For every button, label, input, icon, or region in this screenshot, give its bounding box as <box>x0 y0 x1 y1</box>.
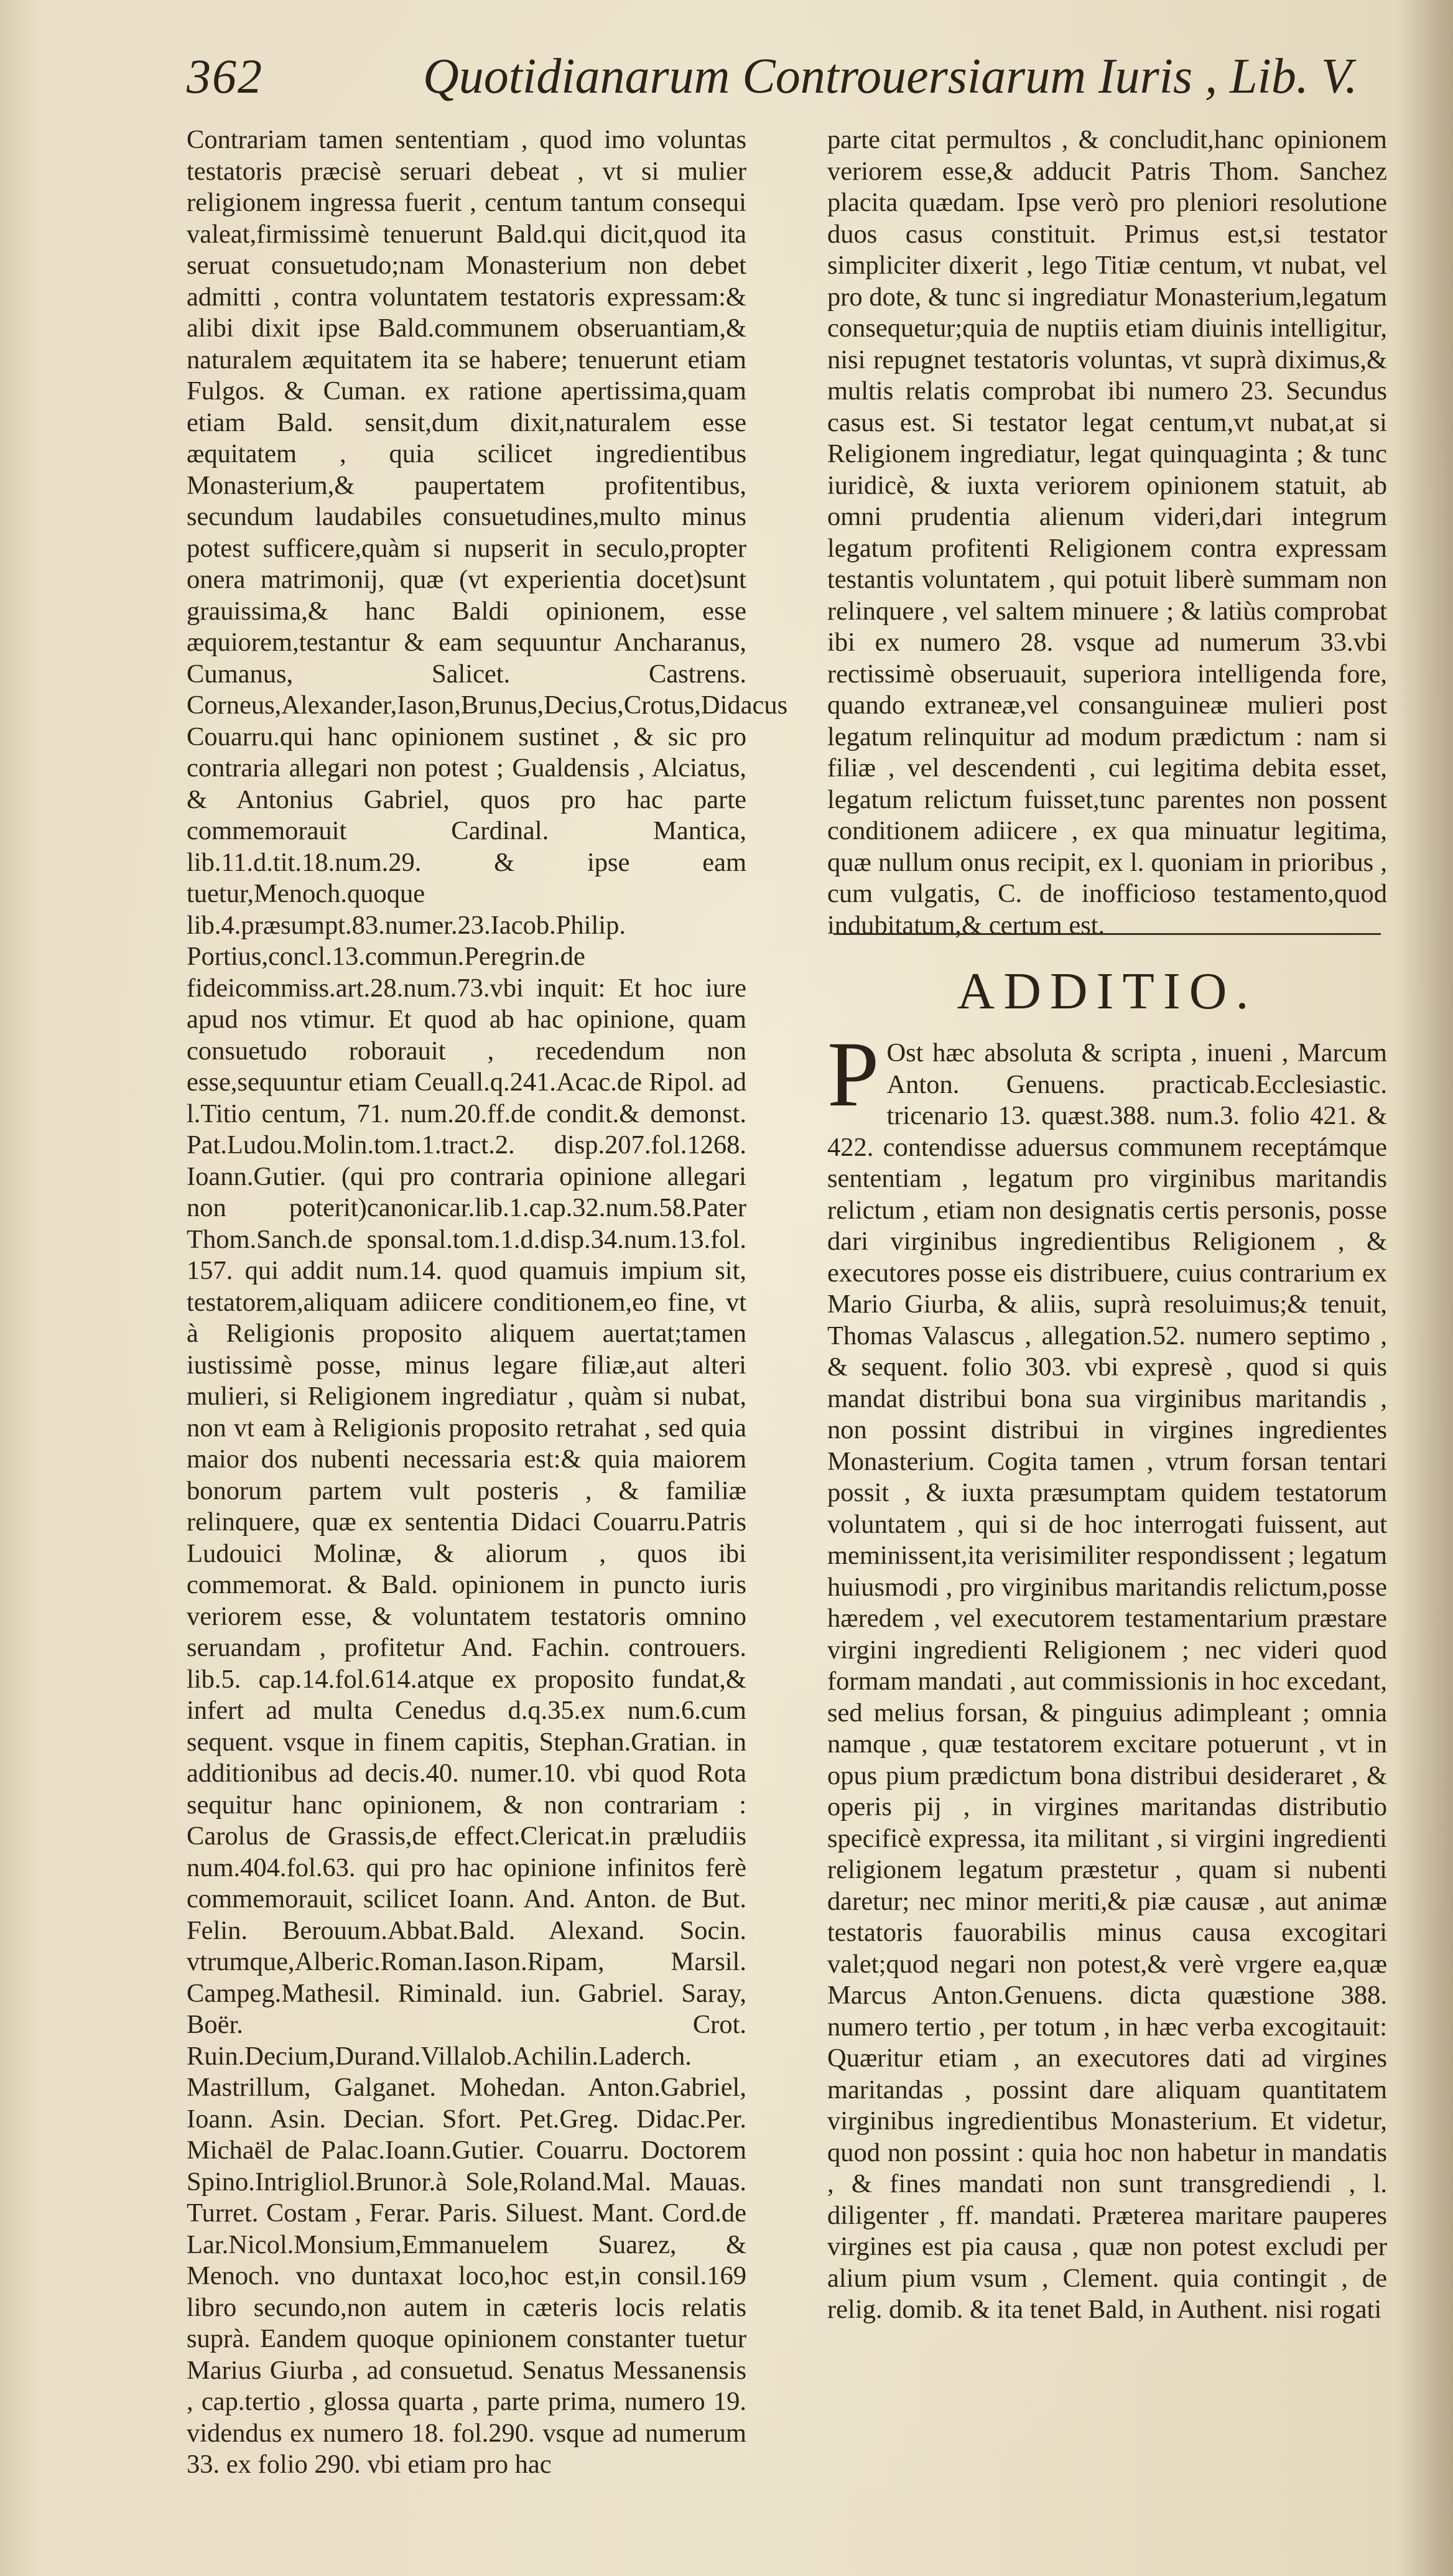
right-column-text: parte citat permultos , & concludit,hanc opinionem veriorem esse,& adducit Patris Thom. Sanchez placita quædam. Ipse verò pro pleniori resolutione duos casus constituit. Primus est,si testator simpliciter dixerit , lego Titiæ centum, vt nubat, vel pro dote, & tunc si ingrediatur Monasterium,legatum consequetur;quia de nuptiis etiam diuinis intelligitur, nisi repugnet testatoris voluntas, vt suprà diximus,& multis relatis comprobat ibi numero 23. Secundus casus est. Si testator legat centum,vt nubat,at si Religionem ingrediatur, legat quinquaginta ; & tunc iuridicè, & iuxta veriorem opinionem statuit, ab omni prudentia alienum videri,dari integrum legatum profitenti Religionem contra expressam testantis voluntatem , qui potuit liberè summam non relinquere , vel saltem minuere ; & latiùs comprobat ibi ex numero 28. vsque ad numerum 33.vbi rectissimè obseruauit, superiora intelligenda fore, quando extraneæ,vel consanguineæ mulieri post legatum relinquitur ad modum prædictum : nam si filiæ , vel descendenti , cui legitima debita esset, legatum relictum fuisset,tunc parentes non possent conditionem adiicere , ex qua minuatur legitima, quæ nullum onus recipit, ex l. quoniam in prioribus , cum vulgatis, C. de inofficioso testamento,quod indubitatum,& certum est. <box>827 125 1387 940</box>
section-divider <box>833 933 1381 935</box>
page-number: 362 <box>187 49 263 103</box>
addition-body-text: Ost hæc absoluta & scripta , inueni , Marcum Anton. Genuens. practicab.Ecclesiastic. tricenario 13. quæst.388. num.3. folio 421. & 422. contendisse aduersus communem receptámque sententiam , legatum pro virginibus maritandis relictum , etiam non designatis certis personis, posse dari virginibus ingredientibus Religionem , & executores posse eis distribuere, cuius contrarium ex Mario Giurba, & aliis, suprà resoluimus;& tenuit, Thomas Valascus , allegation.52. numero septimo , & sequent. folio 303. vbi expresè , quod si quis mandat distribui bona sua virginibus maritandis , non possint distribui in virgines ingredientes Monasterium. Cogita tamen , vtrum forsan tentari possit , & iuxta præsumptam quidem testatorum voluntatem , qui si de hoc interrogati fuissent, aut meminissent,ita verisimiliter respondissent ; legatum huiusmodi , pro virginibus maritandis relictum,posse hæredem , vel executorem testamentarium præstare virgini ingredienti Religionem ; nec videri quod formam mandati , aut commissionis in hoc excedant, sed melius forsan, & pinguius adimpleant ; omnia namque , quæ testatorem excitare potuerunt , vt in opus pium prædictum bona distribui desideraret , & operis pij , in virgines maritandas distributio specificè expressa, ita militant , si virgini ingredienti religionem legatum præstetur , quam si nubenti daretur; nec minor meriti,& piæ causæ , aut animæ testatoris fauorabilis minus causa excogitari valet;quod negari non potest,& verè vrgere ea,quæ Marcus Anton.Genuens. dicta quæstione 388. numero tertio , per totum , in hæc verba excogitauit: Quæritur etiam , an executores dati ad virgines maritandas , possint dare aliquam quantitatem virginibus ingredientibus Monasterium. Et videtur, quod non possint : quia hoc non habetur in mandatis , & fines mandati non sunt transgrediendi , l. diligenter , ff. mandati. Præterea maritare pauperes virgines est pia causa , quæ non potest excludi per alium pium vsum , Clement. quia contingit , de relig. domib. & ita tenet Bald, in Authent. nisi rogati <box>827 1038 1387 2324</box>
drop-cap: P <box>827 1023 880 1126</box>
addition-heading: ADDITIO. <box>957 962 1258 1020</box>
left-column-text: Contrariam tamen sententiam , quod imo voluntas testatoris præcisè seruari debeat , vt si mulier religionem ingressa fuerit , centum tantum consequi valeat,firmissimè tenuerunt Bald.qui dicit,quod ita seruat consuetudo;nam Monasterium non debet admitti , contra voluntatem testatoris expressam:& alibi dixit ipse Bald.communem obseruantiam,& naturalem æquitatem ita se habere; tenuerunt etiam Fulgos. & Cuman. ex ratione apertissima,quam etiam Bald. sensit,dum dixit,naturalem esse æquitatem , quia scilicet ingredientibus Monasterium,& paupertatem profitentibus, secundum laudabiles consuetudines,multo minus potest sufficere,quàm si nupserit in seculo,propter onera matrimonij, quæ (vt experientia docet)sunt grauissima,& hanc Baldi opinionem, esse æquiorem,testantur & eam sequuntur Ancharanus, Cumanus, Salicet. Castrens. Corneus,Alexander,Iason,Brunus,Decius,Crotus,Didacus Couarru.qui hanc opinionem sustinet , & sic pro contraria allegari non potest ; Gualdensis , Alciatus, & Antonius Gabriel, quos pro hac parte commemorauit Cardinal. Mantica, lib.11.d.tit.18.num.29. & ipse eam tuetur,Menoch.quoque lib.4.præsumpt.83.numer.23.Iacob.Philip. Portius,concl.13.commun.Peregrin.de fideicommiss.art.28.num.73.vbi inquit: Et hoc iure apud nos vtimur. Et quod ab hac opinione, quam consuetudo roborauit , recedendum non esse,sequuntur etiam Ceuall.q.241.Acac.de Ripol. ad l.Titio centum, 71. num.20.ff.de condit.& demonst. Pat.Ludou.Molin.tom.1.tract.2. disp.207.fol.1268. Ioann.Gutier. (qui pro contraria opinione allegari non poterit)canonicar.lib.1.cap.32.num.58.Pater Thom.Sanch.de sponsal.tom.1.d.disp.34.num.13.fol. 157. qui addit num.14. quod quamuis impium sit, testatorem,aliquam adiicere conditionem,eo fine, vt à Religionis proposito aliquem auertat;tamen iustissimè posse, minus legare filiæ,aut alteri mulieri, si Religionem ingrediatur , quàm si nubat, non vt eam à Religionis proposito retrahat , sed quia maior dos nubenti necessaria est:& quia maiorem bonorum partem vult posteris , & familiæ relinquere, quæ ex sententia Didaci Couarru.Patris Ludouici Molinæ, & aliorum , quos ibi commemorat. & Bald. opinionem in puncto iuris veriorem esse, & voluntatem testatoris omnino seruandam , profitetur And. Fachin. controuers. lib.5. cap.14.fol.614.atque ex proposito fundat,& infert ad multa Cenedus d.q.35.ex num.6.cum sequent. vsque in finem capitis, Stephan.Gratian. in additionibus ad decis.40. numer.10. vbi quod Rota sequitur hanc opinionem, & non contrariam : Carolus de Grassis,de effect.Clericat.in præludiis num.404.fol.63. qui pro hac opinione infinitos ferè commemorauit, scilicet Ioann. And. Anton. de But. Felin. Berouum.Abbat.Bald. Alexand. Socin. vtrumque,Alberic.Roman.Iason.Ripam, Marsil. Campeg.Mathesil. Riminald. iun. Gabriel. Saray, Boër. Crot. Ruin.Decium,Durand.Villalob.Achilin.Laderch. Mastrillum, Galganet. Mohedan. Anton.Gabriel, Ioann. Asin. Decian. Sfort. Pet.Greg. Didac.Per. Michaël de Palac.Ioann.Gutier. Couarru. Doctorem Spino.Intrigliol.Brunor.à Sole,Roland.Mal. Mauas. Turret. Costam , Ferar. Paris. Siluest. Mant. Cord.de Lar.Nicol.Monsium,Emmanuelem Suarez, & Menoch. vno duntaxat loco,hoc est,in consil.169 libro secundo,non autem in cæteris locis relatis suprà. Eandem quoque opinionem constanter tuetur Marius Giurba , ad consuetud. Senatus Messanensis , cap.tertio , glossa quarta , parte prima, numero 19. videndus ex numero 18. fol.290. vsque ad numerum 33. ex folio 290. vbi etiam pro hac <box>187 125 788 2479</box>
addition-section <box>827 1023 1387 2326</box>
running-title: Quotidianarum Controuersiarum Iuris , Lib. V. <box>423 49 1358 104</box>
page-edge-shadow <box>1393 0 1453 2576</box>
left-column <box>187 124 788 2479</box>
page-header <box>187 44 1358 118</box>
addition-text <box>827 1023 1387 2326</box>
